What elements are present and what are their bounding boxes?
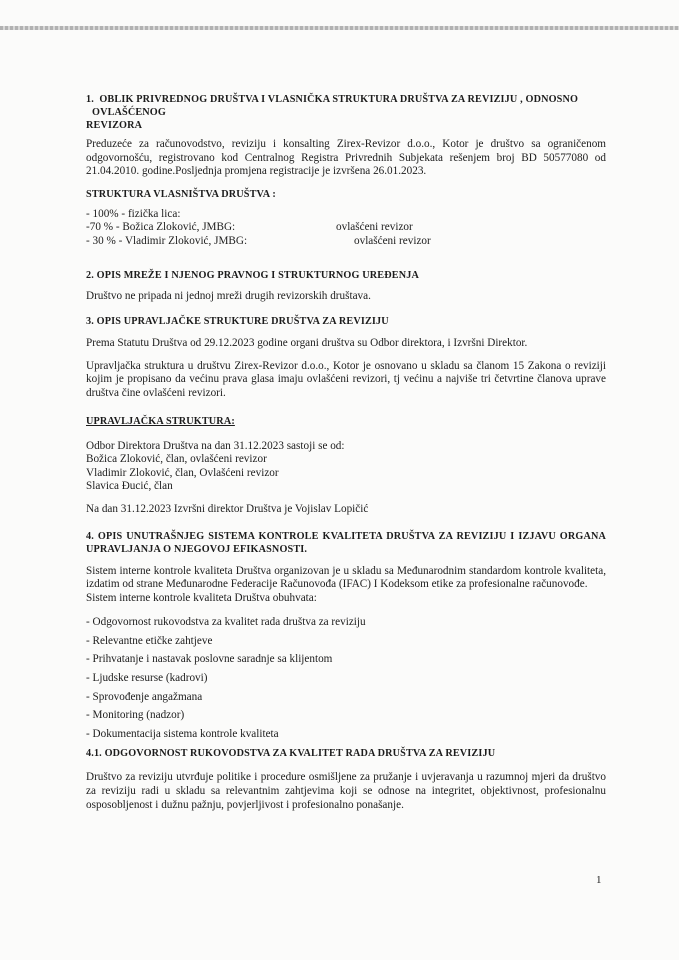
list-item: - Dokumentacija sistema kontrole kvaliteta (86, 727, 279, 740)
ownership-owner-2-role: ovlašćeni revizor (354, 234, 431, 247)
section-3-text-2: Upravljačka struktura u društvu Zirex-Revizor d.o.o., Kotor je osnovano u skladu sa članom 15 Zakona o reviziji kojim je propisano da većinu prava glasa imaju ovlašćeni revizori, tj većinu a najviše tri četvrtine članova uprave društva čine ovlašćeni revizori. (86, 359, 606, 399)
section-1-number: 1. (86, 94, 94, 105)
quality-control-list (86, 616, 606, 741)
ownership-owner-1: -70 % - Božica Zloković, JMBG: (86, 221, 236, 234)
section-4-text-2: Sistem interne kontrole kvaliteta Društva obuhvata: (86, 591, 317, 604)
section-1-title (86, 93, 606, 119)
ownership-owner-2: - 30 % - Vladimir Zloković, JMBG: (86, 234, 248, 247)
page-number: 1 (596, 874, 602, 886)
ownership-line-2 (86, 221, 606, 235)
list-item: - Odgovornost rukovodstva za kvalitet rada društva za reviziju (86, 616, 366, 629)
ownership-line-1: - 100% - fizička lica: (86, 207, 181, 220)
ownership-heading: STRUKTURA VLASNIŠTVA DRUŠTVA : (86, 188, 276, 200)
section-4-1-title: 4.1. ODGOVORNOST RUKOVODSTVA ZA KVALITET RADA DRUŠTVA ZA REVIZIJU (86, 748, 496, 760)
section-3-title: 3. OPIS UPRAVLJAČKE STRUKTURE DRUŠTVA ZA REVIZIJU (86, 316, 389, 328)
management-line-1: Odbor Direktora Društva na dan 31.12.2023 sastoji se od: (86, 439, 345, 452)
list-item: - Relevantne etičke zahtjeve (86, 634, 213, 647)
management-heading: UPRAVLJAČKA STRUKTURA: (86, 415, 235, 427)
section-2-text: Društvo ne pripada ni jednoj mreži drugih revizorskih društava. (86, 289, 371, 302)
section-1-title-a: OBLIK PRIVREDNOG DRUŠTVA I VLASNIČKA STRUKTURA DRUŠTVA ZA REVIZIJU , ODNOSNO OVLAŠĆENOG (92, 94, 579, 118)
section-1-title-b: REVIZORA (86, 120, 143, 131)
section-4-title: 4. OPIS UNUTRAŠNJEG SISTEMA KONTROLE KVALITETA DRUŠTVA ZA REVIZIJU I IZJAVU ORGANA UPRAVLJANJA O NJEGOVOJ EFIKASNOSTI. (86, 530, 606, 555)
section-4-1-text: Društvo za reviziju utvrđuje politike i procedure osmišljene za pružanje i uvjeravanja u razumnoj mjeri da društvo za reviziju radi u skladu sa relevantnim zahtjevima koji se odnose na integritet, objektivnost, profesionalnu osposobljenost i dužnu pažnju, povjerljivost i profesionalno ponašanje. (86, 771, 606, 811)
management-line-4: Slavica Đucić, član (86, 480, 173, 493)
section-3-text-1: Prema Statutu Društva od 29.12.2023 godine organi društva su Odbor direktora, i Izvršni Direktor. (86, 337, 528, 350)
ownership-line-3 (86, 235, 606, 249)
scan-top-edge (0, 26, 679, 30)
ownership-owner-1-role: ovlašćeni revizor (336, 221, 413, 234)
executive-director: Na dan 31.12.2023 Izvršni direktor Društva je Vojislav Lopičić (86, 502, 369, 515)
list-item: - Sprovođenje angažmana (86, 690, 203, 703)
list-item: - Prihvatanje i nastavak poslovne saradnje sa klijentom (86, 653, 333, 666)
list-item: - Ljudske resurse (kadrovi) (86, 672, 208, 685)
section-1-text: Preduzeće za računovodstvo, reviziju i konsalting Zirex-Revizor d.o.o., Kotor je društvo sa ograničenom odgovornošću, registrovano kod Centralnog Registra Privrednih Subjekata rešenjem broj BD 50577080 od 21.04.2010. godine.Posljednja promjena registracije je izvršena 26.01.2023. (86, 138, 606, 178)
management-line-2: Božica Zloković, član, ovlašćeni revizor (86, 453, 267, 466)
section-2-title: 2. OPIS MREŽE I NJENOG PRAVNOG I STRUKTURNOG UREĐENJA (86, 269, 419, 281)
document-content (86, 93, 606, 812)
management-line-3: Vladimir Zloković, član, Ovlašćeni revizor (86, 466, 279, 479)
section-4-text-1: Sistem interne kontrole kvaliteta Društva organizovan je u skladu sa Međunarodnim standardom kontrole kvaliteta, izdatim od strane Međunarodne Federacije Računovođa (IFAC) I Kodeksom etike za profesionalne računovođe. (86, 564, 606, 591)
list-item: - Monitoring (nadzor) (86, 709, 185, 722)
